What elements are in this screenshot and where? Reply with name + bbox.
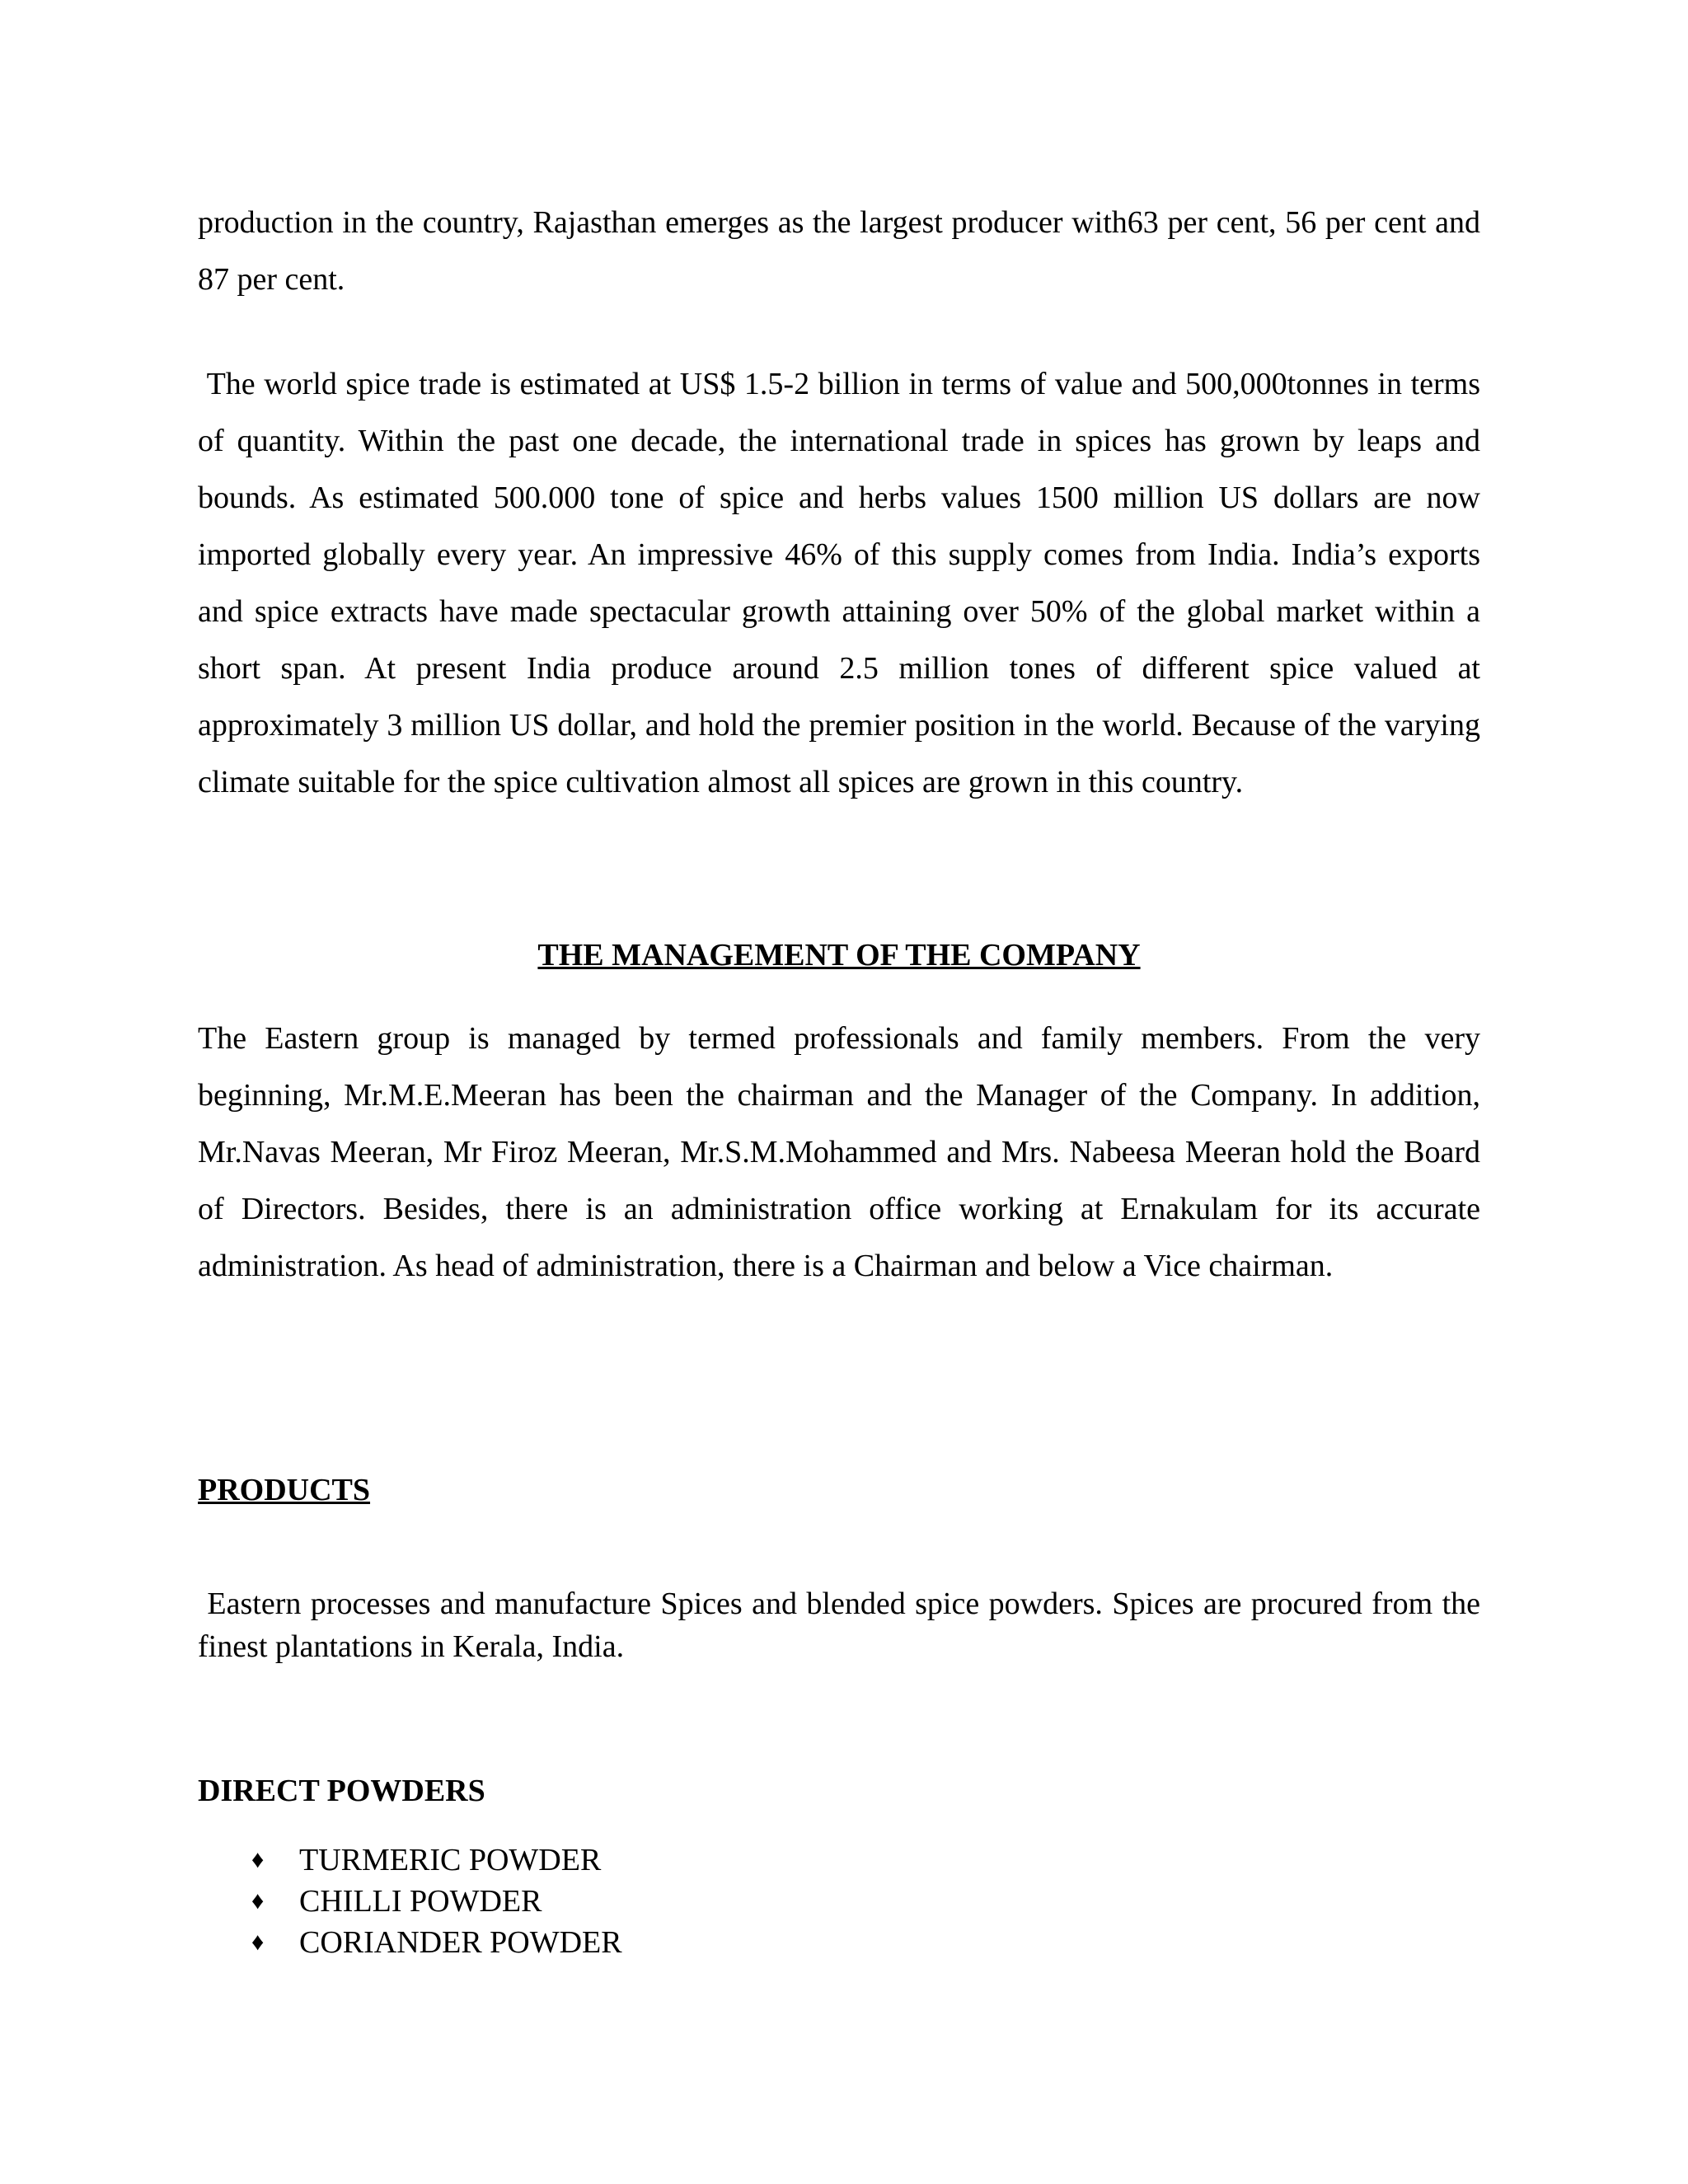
- diamond-bullet-icon: ♦: [251, 1929, 265, 1956]
- list-item: [251, 1840, 622, 1881]
- list-item-label: TURMERIC POWDER: [299, 1843, 602, 1877]
- direct-powders-list: [251, 1840, 622, 1963]
- list-item: [251, 1922, 622, 1963]
- diamond-bullet-icon: ♦: [251, 1846, 265, 1873]
- list-item: [251, 1881, 622, 1922]
- heading-management: THE MANAGEMENT OF THE COMPANY: [537, 938, 1141, 972]
- paragraph-world-spice-trade: The world spice trade is estimated at US$ 1.5-2 billion in terms of value and 500,000tonnes in terms of quantity. Within the past one decade, the international trade in spices has grown by leaps and bounds. As estimated 500.000 tone of spice and herbs values 1500 million US dollars are now imported globally every year. An impressive 46% of this supply comes from India. India’s exports and spice extracts have made spectacular growth attaining over 50% of the global market within a short span. At present India produce around 2.5 million tones of different spice valued at approximately 3 million US dollar, and hold the premier position in the world. Because of the varying climate suitable for the spice cultivation almost all spices are grown in this country.: [198, 367, 1480, 799]
- list-item-label: CHILLI POWDER: [299, 1884, 542, 1919]
- paragraph-management: The Eastern group is managed by termed professionals and family members. From the very beginning, Mr.M.E.Meeran has been the chairman and the Manager of the Company. In addition, Mr.Navas Meeran, Mr Firoz Meeran, Mr.S.M.Mohammed and Mrs. Nabeesa Meeran hold the Board of Directors. Besides, there is an administration office working at Ernakulam for its accurate administration. As head of administration, there is a Chairman and below a Vice chairman.: [198, 1021, 1480, 1283]
- heading-direct-powders: DIRECT POWDERS: [198, 1774, 485, 1808]
- paragraph-rajasthan-production: production in the country, Rajasthan emerges as the largest producer with63 per cent, 56 per cent and 87 per cent.: [198, 205, 1480, 297]
- paragraph-products: Eastern processes and manufacture Spices and blended spice powders. Spices are procured from the finest plantations in Kerala, India.: [198, 1586, 1480, 1664]
- heading-products: PRODUCTS: [198, 1473, 371, 1507]
- list-item-label: CORIANDER POWDER: [299, 1925, 622, 1960]
- diamond-bullet-icon: ♦: [251, 1887, 265, 1915]
